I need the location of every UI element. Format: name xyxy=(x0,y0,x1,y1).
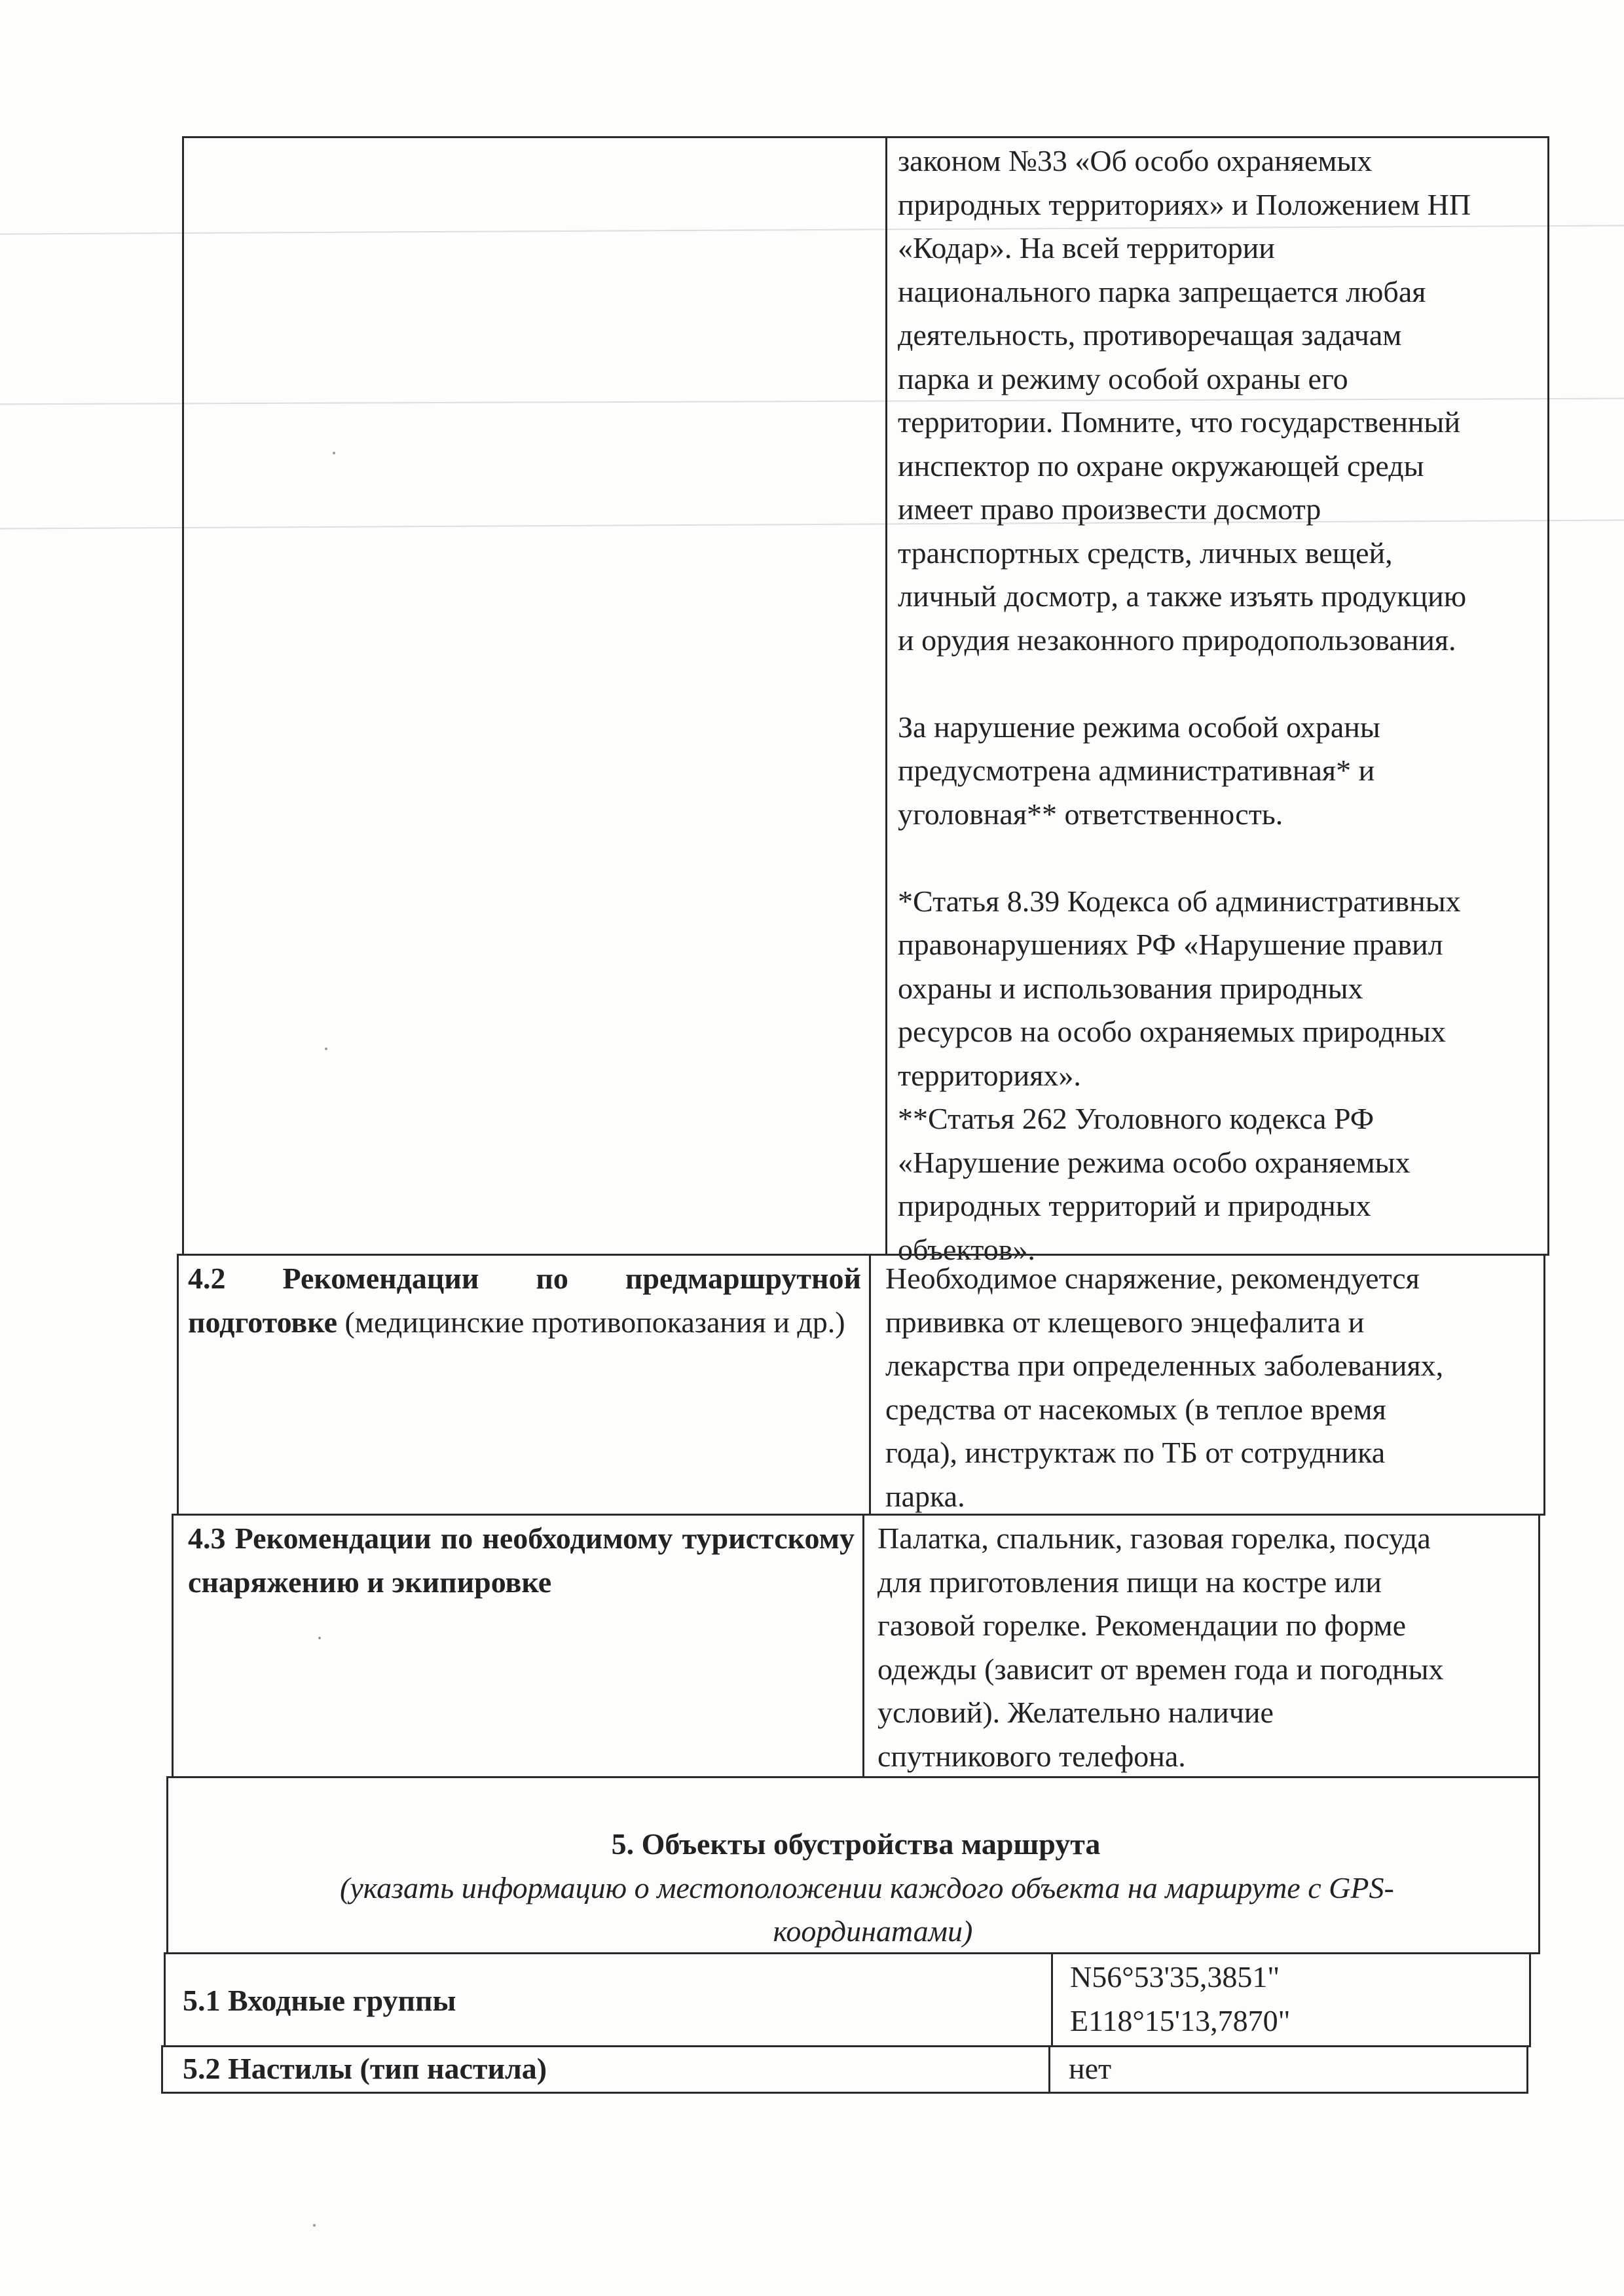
row-4-2-value-line: средства от насекомых (в теплое время xyxy=(885,1392,1386,1426)
row-4-3-value-line: газовой горелке. Рекомендации по форме xyxy=(877,1609,1407,1642)
coordinate-north: N56°53'35,3851" xyxy=(1070,1960,1280,1994)
footnote-line: территориях». xyxy=(898,1058,1081,1092)
row-5-1-label: 5.1 Входные группы xyxy=(183,1984,456,2017)
footnote-line: природных территорий и природных xyxy=(898,1189,1371,1222)
row-4-2-value-line: прививка от клещевого энцефалита и xyxy=(885,1305,1365,1339)
rules-text-cell xyxy=(885,136,1549,1266)
row-4-3-label-cell xyxy=(172,1514,864,1778)
row-4-3-value-line: спутникового телефона. xyxy=(877,1739,1186,1773)
rules-line: территории. Помните, что государственный xyxy=(898,405,1460,439)
row-4-3-value-line: условий). Желательно наличие xyxy=(877,1696,1274,1729)
row-5-1-value-cell xyxy=(1051,1952,1531,2047)
rules-line: деятельность, противоречащая задачам xyxy=(898,318,1402,352)
row-4-2-value-line: Необходимое снаряжение, рекомендуется xyxy=(885,1262,1420,1295)
footnote-line: «Нарушение режима особо охраняемых xyxy=(898,1145,1411,1179)
coordinate-east: E118°15'13,7870" xyxy=(1070,2003,1291,2037)
row-4-2-value-line: года), инструктаж по ТБ от сотрудника xyxy=(885,1436,1386,1469)
row-5-2-label-cell xyxy=(161,2045,1050,2094)
table-cell-empty-left xyxy=(182,136,887,1256)
rules-line: законом №33 «Об особо охраняемых xyxy=(898,144,1373,177)
row-4-2-subtitle: (медицинские противопоказания и др.) xyxy=(337,1305,845,1339)
footnote-line: объектов». xyxy=(898,1232,1035,1266)
footnote-line: *Статья 8.39 Кодекса об административных xyxy=(898,884,1461,918)
rules-line: природных территориях» и Положением НП xyxy=(898,187,1471,221)
row-4-2-value-line: парка. xyxy=(885,1479,965,1513)
section-5-header-cell xyxy=(166,1776,1540,1954)
row-4-3-value-line: для приготовления пищи на костре или xyxy=(877,1565,1382,1599)
footnote-line: **Статья 262 Уголовного кодекса РФ xyxy=(898,1102,1375,1135)
rules-line: личный досмотр, а также изъять продукцию xyxy=(898,579,1467,613)
rules-line: «Кодар». На всей территории xyxy=(898,231,1275,264)
rules-line: инспектор по охране окружающей среды xyxy=(898,448,1424,483)
footnote-line: охраны и использования природных xyxy=(898,971,1363,1005)
row-4-2-label-cell xyxy=(177,1254,871,1516)
liability-line: уголовная** ответственность. xyxy=(898,797,1283,831)
row-4-2-value-line: лекарства при определенных заболеваниях, xyxy=(885,1349,1444,1382)
rules-line: национального парка запрещается любая xyxy=(898,274,1426,308)
row-4-2-title: 4.2 Рекомендации по предмаршрутной подготовке xyxy=(188,1262,861,1339)
footnote-line: ресурсов на особо охраняемых природных xyxy=(898,1015,1446,1048)
liability-line: За нарушение режима особой охраны xyxy=(898,710,1380,744)
section-5-heading: 5. Объекты обустройства маршрута xyxy=(611,1827,1101,1861)
section-5-note-line1: (указать информацию о местоположении каждого объекта на маршруте с GPS- xyxy=(340,1870,1394,1904)
section-5-note-line2: координатами) xyxy=(773,1914,973,1948)
rules-line: имеет право произвести досмотр xyxy=(898,492,1321,526)
scan-speck xyxy=(313,2224,316,2227)
row-4-3-value-line: Палатка, спальник, газовая горелка, посуда xyxy=(877,1522,1431,1555)
row-5-2-label: 5.2 Настилы (тип настила) xyxy=(183,2052,547,2085)
row-5-2-value-cell xyxy=(1048,2045,1528,2094)
footnote-line: правонарушениях РФ «Нарушение правил xyxy=(898,928,1443,961)
rules-line: парка и режиму особой охраны его xyxy=(898,361,1348,395)
row-4-3-title: 4.3 Рекомендации по необходимому туристскому снаряжению и экипировке xyxy=(188,1522,855,1599)
row-4-2-value-cell xyxy=(869,1254,1545,1516)
row-5-1-label-cell xyxy=(164,1952,1053,2047)
rules-line: транспортных средств, личных вещей, xyxy=(898,536,1393,570)
row-4-3-value-line: одежды (зависит от времен года и погодных xyxy=(877,1652,1444,1686)
row-5-2-value: нет xyxy=(1069,2052,1112,2085)
liability-line: предусмотрена административная* и xyxy=(898,754,1375,787)
row-4-3-value-cell xyxy=(862,1514,1540,1778)
rules-line: и орудия незаконного природопользования. xyxy=(898,623,1456,657)
